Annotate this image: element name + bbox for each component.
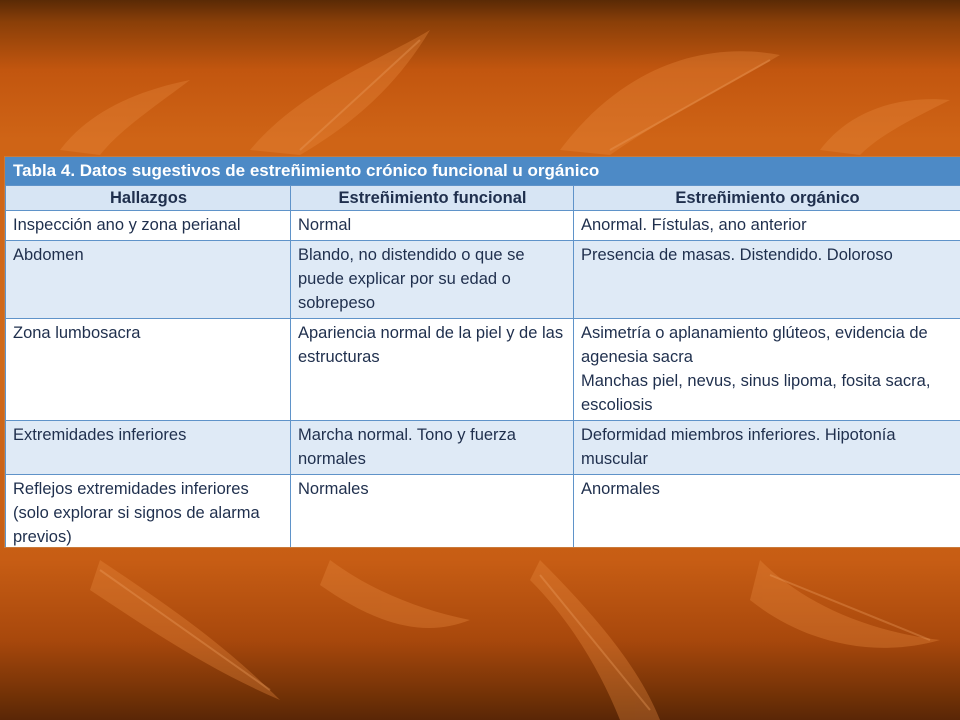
- table-row: [6, 319, 960, 421]
- cell-hallazgo: Zona lumbosacra: [6, 319, 291, 421]
- table-panel: [5, 157, 960, 547]
- cell-funcional: Normales: [291, 475, 574, 548]
- table-row: [6, 241, 960, 319]
- cell-organico: Deformidad miembros inferiores. Hipotonía muscular: [574, 421, 960, 475]
- header-organico: Estreñimiento orgánico: [574, 186, 960, 211]
- cell-hallazgo: Inspección ano y zona perianal: [6, 211, 291, 241]
- cell-hallazgo: Extremidades inferiores: [6, 421, 291, 475]
- cell-organico: Anormales: [574, 475, 960, 548]
- table-row: [6, 421, 960, 475]
- table-row: [6, 475, 960, 548]
- cell-funcional: Apariencia normal de la piel y de las estructuras: [291, 319, 574, 421]
- table-title: Tabla 4. Datos sugestivos de estreñimiento crónico funcional u orgánico: [5, 157, 960, 185]
- cell-organico-line-extra: Manchas piel, nevus, sinus lipoma, fosita sacra, escoliosis: [581, 372, 931, 414]
- cell-hallazgo: Reflejos extremidades inferiores (solo explorar si signos de alarma previos): [6, 475, 291, 548]
- cell-organico: Anormal. Fístulas, ano anterior: [574, 211, 960, 241]
- cell-organico: Presencia de masas. Distendido. Doloroso: [574, 241, 960, 319]
- cell-funcional: Normal: [291, 211, 574, 241]
- cell-funcional: Marcha normal. Tono y fuerza normales: [291, 421, 574, 475]
- cell-hallazgo: Abdomen: [6, 241, 291, 319]
- cell-organico-line: Asimetría o aplanamiento glúteos, evidencia de agenesia sacra: [581, 324, 928, 366]
- table-row: [6, 211, 960, 241]
- cell-funcional: Blando, no distendido o que se puede explicar por su edad o sobrepeso: [291, 241, 574, 319]
- cell-organico: [574, 319, 960, 421]
- findings-table: [5, 185, 960, 547]
- header-funcional: Estreñimiento funcional: [291, 186, 574, 211]
- header-hallazgos: Hallazgos: [6, 186, 291, 211]
- table-header-row: [6, 186, 960, 211]
